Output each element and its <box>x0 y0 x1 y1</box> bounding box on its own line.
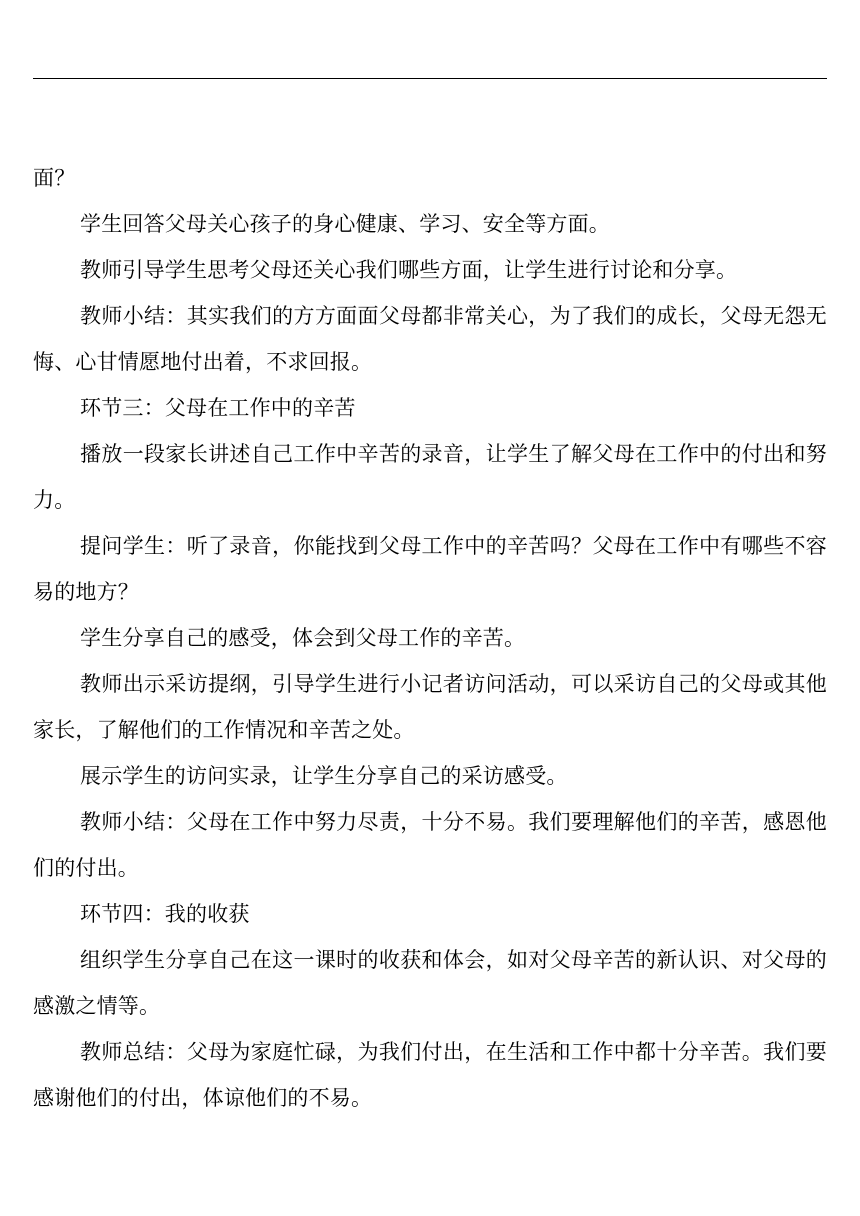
paragraph: 组织学生分享自己在这一课时的收获和体会，如对父母辛苦的新认识、对父母的感激之情等。 <box>33 948 827 1018</box>
paragraph: 教师小结：父母在工作中努力尽责，十分不易。我们要理解他们的辛苦，感恩他们的付出。 <box>33 810 827 880</box>
paragraph: 展示学生的访问实录，让学生分享自己的采访感受。 <box>80 764 568 788</box>
paragraph: 提问学生：听了录音，你能找到父母工作中的辛苦吗？父母在工作中有哪些不容易的地方？ <box>33 534 827 604</box>
paragraph: 教师总结：父母为家庭忙碌，为我们付出，在生活和工作中都十分辛苦。我们要感谢他们的付出，体谅他们的不易。 <box>33 1040 827 1110</box>
paragraph-continuation: 面？ <box>33 166 76 190</box>
document-body <box>33 155 827 1121</box>
section-heading: 环节三：父母在工作中的辛苦 <box>80 396 356 420</box>
paragraph: 学生回答父母关心孩子的身心健康、学习、安全等方面。 <box>80 212 610 236</box>
paragraph: 播放一段家长讲述自己工作中辛苦的录音，让学生了解父母在工作中的付出和努力。 <box>33 442 827 512</box>
section-heading: 环节四：我的收获 <box>80 902 250 926</box>
paragraph: 教师引导学生思考父母还关心我们哪些方面，让学生进行讨论和分享。 <box>80 258 738 282</box>
paragraph: 学生分享自己的感受，体会到父母工作的辛苦。 <box>80 626 526 650</box>
paragraph: 教师小结：其实我们的方方面面父母都非常关心，为了我们的成长，父母无怨无悔、心甘情愿地付出着，不求回报。 <box>33 304 827 374</box>
paragraph: 教师出示采访提纲，引导学生进行小记者访问活动，可以采访自己的父母或其他家长，了解他们的工作情况和辛苦之处。 <box>33 672 827 742</box>
header-rule <box>33 78 827 79</box>
